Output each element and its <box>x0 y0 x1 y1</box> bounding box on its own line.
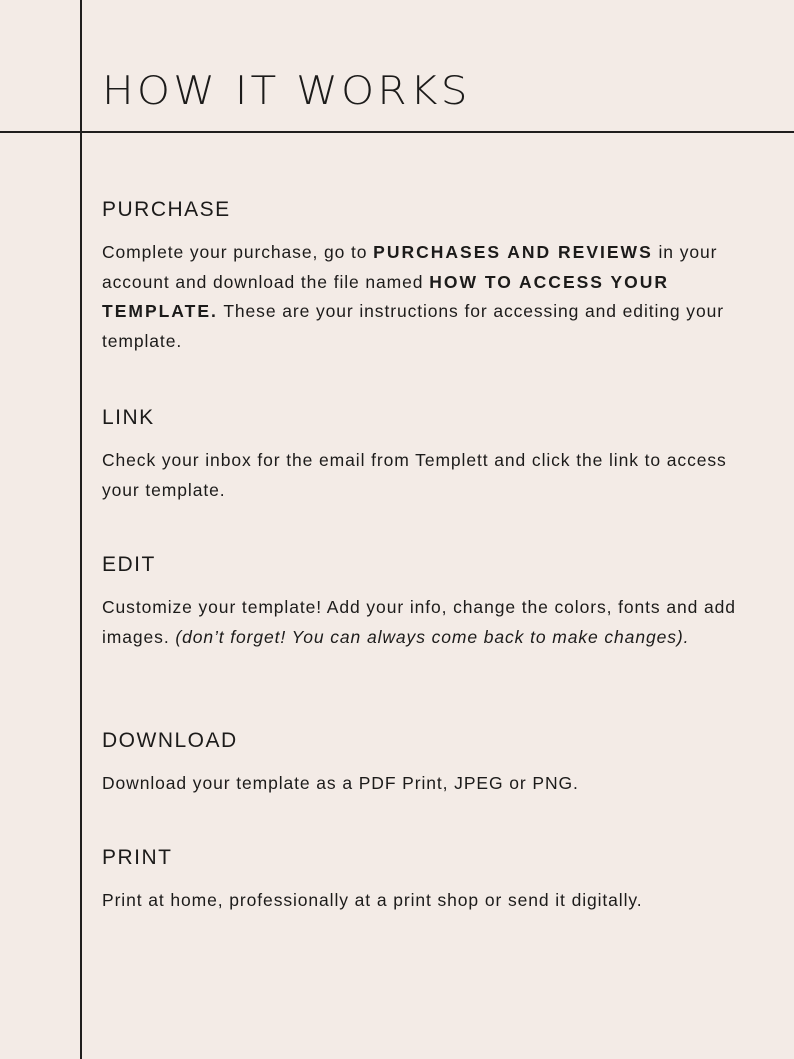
step-text-link: Check your inbox for the email from Templett and click the link to access your template. <box>102 450 727 500</box>
step-heading-print: PRINT <box>102 846 173 869</box>
step-heading-purchase: PURCHASE <box>102 198 231 221</box>
step-edit <box>102 551 742 652</box>
step-text-download: Download your template as a PDF Print, JPEG or PNG. <box>102 773 579 793</box>
step-heading-edit: EDIT <box>102 553 156 576</box>
purchase-text-1: Complete your purchase, go to <box>102 242 374 262</box>
step-heading-download: DOWNLOAD <box>102 729 238 752</box>
purchase-text-3: These are your instructions for accessing and editing your template. <box>102 301 724 351</box>
step-download <box>102 727 742 799</box>
horizontal-divider <box>0 131 794 133</box>
vertical-divider <box>80 0 82 1059</box>
step-text-edit <box>102 593 742 652</box>
purchase-bold-2: HOW TO ACCESS YOUR TEMPLATE. <box>102 271 670 321</box>
purchase-text-2: in your account and download the file named <box>102 242 718 292</box>
purchase-bold-1: PURCHASES AND REVIEWS <box>373 242 653 262</box>
step-heading-link: LINK <box>102 406 155 429</box>
step-link <box>102 404 742 505</box>
step-purchase <box>102 196 742 356</box>
step-text-print: Print at home, professionally at a print shop or send it digitally. <box>102 890 643 910</box>
page-title: HOW IT WORKS <box>102 69 471 114</box>
step-text-purchase <box>102 238 742 356</box>
edit-italic-note: (don’t forget! You can always come back to make changes). <box>175 626 690 647</box>
edit-text: Customize your template! Add your info, change the colors, fonts and add images. <box>102 597 736 647</box>
step-print <box>102 844 742 916</box>
